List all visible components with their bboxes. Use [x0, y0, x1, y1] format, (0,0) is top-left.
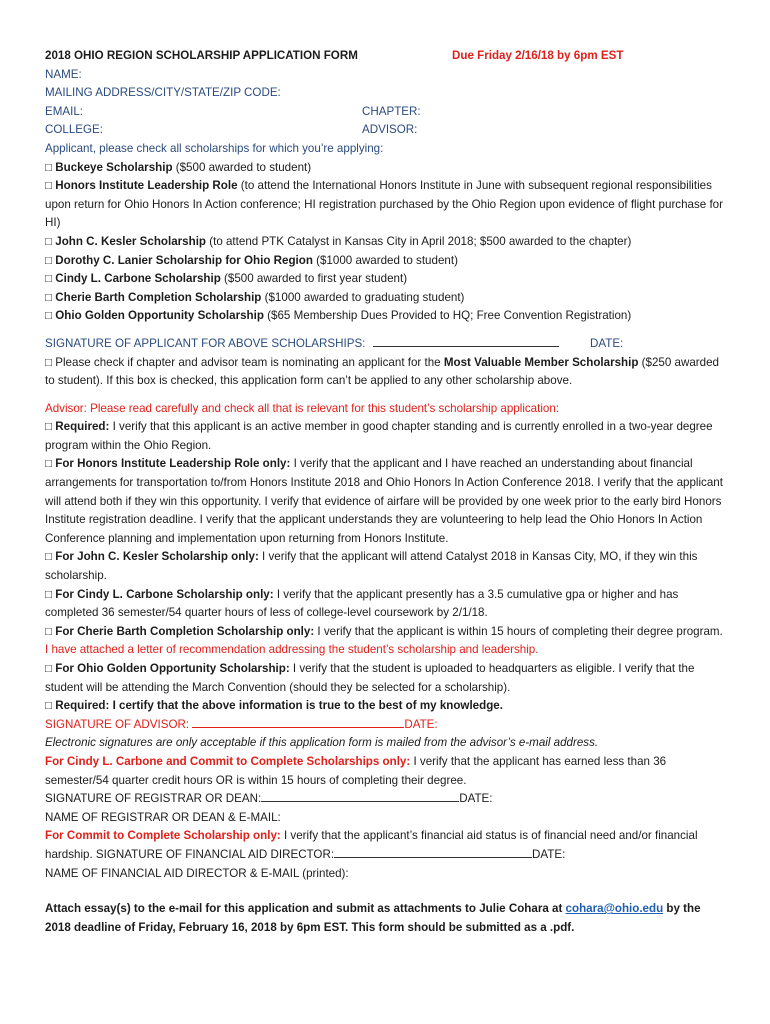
fin-aid-date-label: DATE: — [532, 847, 566, 861]
checkbox[interactable]: □ — [45, 179, 53, 193]
commit-verification — [45, 827, 728, 864]
email-field[interactable]: EMAIL: — [45, 104, 84, 118]
scholarship-desc: (to attend PTK Catalyst in Kansas City in April 2018; $500 awarded to the chapter) — [206, 234, 632, 248]
scholarship-barth — [45, 289, 728, 308]
registrar-signature-row — [45, 790, 728, 809]
mvm-text-end: ($250 awarded to student). If this box is checked, this application form can’t be applied to any other scholarship above. — [45, 355, 720, 388]
advisor-signature-row — [45, 716, 728, 735]
mvm-text: Please check if chapter and advisor team is nominating an applicant for the — [52, 355, 444, 369]
college-field[interactable]: COLLEGE: — [45, 123, 103, 137]
checkbox[interactable]: □ — [45, 290, 53, 304]
scholarship-desc: ($500 awarded to first year student) — [220, 272, 408, 286]
verify-heading: For Cherie Barth Completion Scholarship only: — [55, 624, 315, 638]
scholarship-lanier — [45, 252, 728, 271]
verify-text: I verify that this applicant is an active member in good chapter standing and is currently enrolled in a two-year degree program within the Ohio Region. — [45, 420, 713, 452]
address-field[interactable]: MAILING ADDRESS/CITY/STATE/ZIP CODE: — [45, 86, 281, 100]
verify-heading: For Honors Institute Leadership Role only: — [55, 457, 291, 471]
verify-heading: For John C. Kesler Scholarship only: — [55, 550, 259, 564]
college-advisor-row — [45, 121, 728, 140]
scholarship-name: Ohio Golden Opportunity Scholarship — [55, 309, 264, 323]
verify-text: I verify that the applicant will attend Catalyst 2018 in Kansas City, MO, if they win this scholarship. — [45, 550, 698, 583]
fin-aid-signature-line[interactable] — [334, 846, 532, 858]
checkbox[interactable]: □ — [45, 662, 53, 675]
submission-instructions — [45, 900, 728, 937]
applicant-signature-label: SIGNATURE OF APPLICANT FOR ABOVE SCHOLARSHIPS: — [45, 336, 366, 350]
submission-deadline-text: by the 2018 deadline of Friday, February 16, 2018 by 6pm EST. This form should be submitted as a .pdf. — [45, 902, 701, 934]
scholarship-name: Buckeye Scholarship — [55, 160, 173, 174]
verify-text: I verify that the applicant presently has a 3.5 cumulative gpa or higher and has completed 36 semester/54 quarter hours of less of college-level coursework by 2/1/18. — [45, 587, 679, 620]
advisor-date-label: DATE: — [404, 717, 438, 731]
verify-heading: Required: — [55, 420, 110, 434]
checkbox[interactable]: □ — [45, 234, 53, 248]
checkbox[interactable]: □ — [45, 550, 53, 564]
verify-certify — [45, 697, 728, 716]
registrar-name-field[interactable]: NAME OF REGISTRAR OR DEAN & E-MAIL: — [45, 810, 281, 824]
scholarship-buckeye — [45, 159, 728, 178]
scholarship-desc: ($1000 awarded to student) — [312, 253, 458, 267]
scholarship-name: Cindy L. Carbone Scholarship — [55, 272, 221, 286]
name-field[interactable]: NAME: — [45, 67, 82, 81]
checkbox[interactable]: □ — [45, 457, 53, 471]
checkbox[interactable]: □ — [45, 355, 53, 369]
email-link[interactable]: cohara@ohio.edu — [565, 902, 664, 916]
verify-text: I verify that the student is uploaded to headquarters as eligible. I verify that the student will be attending the March Convention (should they be selected for a scholarship). — [45, 662, 695, 694]
due-date: Due Friday 2/16/18 by 6pm EST — [452, 49, 624, 62]
scholarship-kesler — [45, 233, 728, 252]
scholarship-desc: ($1000 awarded to graduating student) — [261, 290, 465, 304]
checkbox[interactable]: □ — [45, 624, 53, 638]
mvm-scholarship-name: Most Valuable Member Scholarship — [443, 355, 639, 369]
registrar-date-label: DATE: — [459, 792, 493, 806]
commit-text: I verify that the applicant’s financial aid status is of financial need and/or financial hardship. SIGNATURE OF FINANCIAL AID DIRECTOR: — [45, 829, 698, 861]
checkbox[interactable]: □ — [45, 253, 53, 267]
scholarship-honors-institute — [45, 177, 728, 233]
checkbox[interactable]: □ — [45, 699, 53, 713]
scholarship-carbone — [45, 270, 728, 289]
scholarship-name: Honors Institute Leadership Role — [55, 179, 238, 193]
scholarship-desc: (to attend the International Honors Institute in June with subsequent regional responsibilities upon return for Ohio Honors In Action conference; HI registration purchased by the Ohio Region upon evidence of flight purchase for HI) — [45, 179, 723, 230]
scholarship-list — [45, 159, 728, 326]
form-header — [45, 47, 728, 66]
electronic-signature-note: Electronic signatures are only acceptable if this application form is mailed from the advisor’s e-mail address. — [45, 736, 599, 750]
applicant-signature-row — [45, 335, 728, 354]
scholarship-desc: ($65 Membership Dues Provided to HQ; Free Convention Registration) — [263, 309, 632, 323]
application-form — [45, 47, 728, 937]
advisor-instruction: Advisor: Please read carefully and check all that is relevant for this student’s scholarship application: — [45, 401, 560, 415]
scholarship-golden-opportunity — [45, 307, 728, 326]
checkbox[interactable]: □ — [45, 587, 53, 601]
verify-kesler — [45, 548, 728, 585]
verify-heading: For Ohio Golden Opportunity Scholarship: — [55, 662, 290, 675]
verify-barth — [45, 623, 728, 660]
checkbox[interactable]: □ — [45, 160, 53, 174]
scholarship-desc: ($500 awarded to student) — [172, 160, 312, 174]
advisor-signature-line[interactable] — [192, 716, 404, 728]
chapter-field[interactable]: CHAPTER: — [362, 104, 421, 118]
carbone-commit-heading: For Cindy L. Carbone and Commit to Complete Scholarships only: — [45, 754, 411, 768]
submission-text: Attach essay(s) to the e-mail for this application and submit as attachments to Julie Cohara at — [45, 902, 566, 916]
advisor-verification-list — [45, 418, 728, 716]
applicant-instruction: Applicant, please check all scholarships for which you’re applying: — [45, 141, 384, 155]
scholarship-name: Cherie Barth Completion Scholarship — [55, 290, 262, 304]
email-chapter-row — [45, 103, 728, 122]
scholarship-name: John C. Kesler Scholarship — [55, 234, 207, 248]
applicant-date-label: DATE: — [590, 336, 624, 350]
fin-aid-name-field[interactable]: NAME OF FINANCIAL AID DIRECTOR & E-MAIL (printed): — [45, 866, 349, 880]
checkbox[interactable]: □ — [45, 420, 53, 434]
form-title: 2018 OHIO REGION SCHOLARSHIP APPLICATION FORM — [45, 49, 358, 62]
verify-letter-note: I have attached a letter of recommendation addressing the student’s scholarship and leadership. — [45, 643, 539, 657]
mvm-nomination — [45, 354, 728, 391]
carbone-commit-verification — [45, 753, 728, 790]
verify-heading: Required: I certify that the above information is true to the best of my knowledge. — [55, 699, 503, 713]
verify-required-member — [45, 418, 728, 455]
carbone-commit-text: I verify that the applicant has earned less than 36 semester/54 quarter credit hours OR is within 15 hours of completing their degree. — [45, 754, 667, 787]
verify-carbone — [45, 586, 728, 623]
commit-heading: For Commit to Complete Scholarship only: — [45, 829, 281, 843]
verify-honors-institute — [45, 455, 728, 548]
advisor-field[interactable]: ADVISOR: — [362, 123, 418, 137]
registrar-signature-label: SIGNATURE OF REGISTRAR OR DEAN: — [45, 792, 262, 806]
scholarship-name: Dorothy C. Lanier Scholarship for Ohio Region — [55, 253, 313, 267]
verify-heading: For Cindy L. Carbone Scholarship only: — [55, 587, 274, 601]
applicant-signature-line[interactable] — [373, 335, 559, 347]
verify-text: I verify that the applicant and I have reached an understanding about financial arrangements for transportation to/from Honors Institute 2018 and Ohio Honors In Action Conference 2018. I verify that the applicant will attend both if they win this opportunity. I verify that evidence of airfare will be provided by one week prior to the early bird Honors Institute registration deadline. I verify that the applicant understands they are volunteering to help lead the Ohio Honors In Action Conference planning and implementation upon returning from Honors Institute. — [45, 457, 723, 545]
checkbox[interactable]: □ — [45, 272, 53, 286]
registrar-signature-line[interactable] — [261, 790, 459, 802]
advisor-signature-label: SIGNATURE OF ADVISOR: — [45, 717, 190, 731]
verify-golden-opportunity — [45, 660, 728, 697]
checkbox[interactable]: □ — [45, 309, 53, 323]
verify-text: I verify that the applicant is within 15 hours of completing their degree program. — [314, 624, 723, 638]
